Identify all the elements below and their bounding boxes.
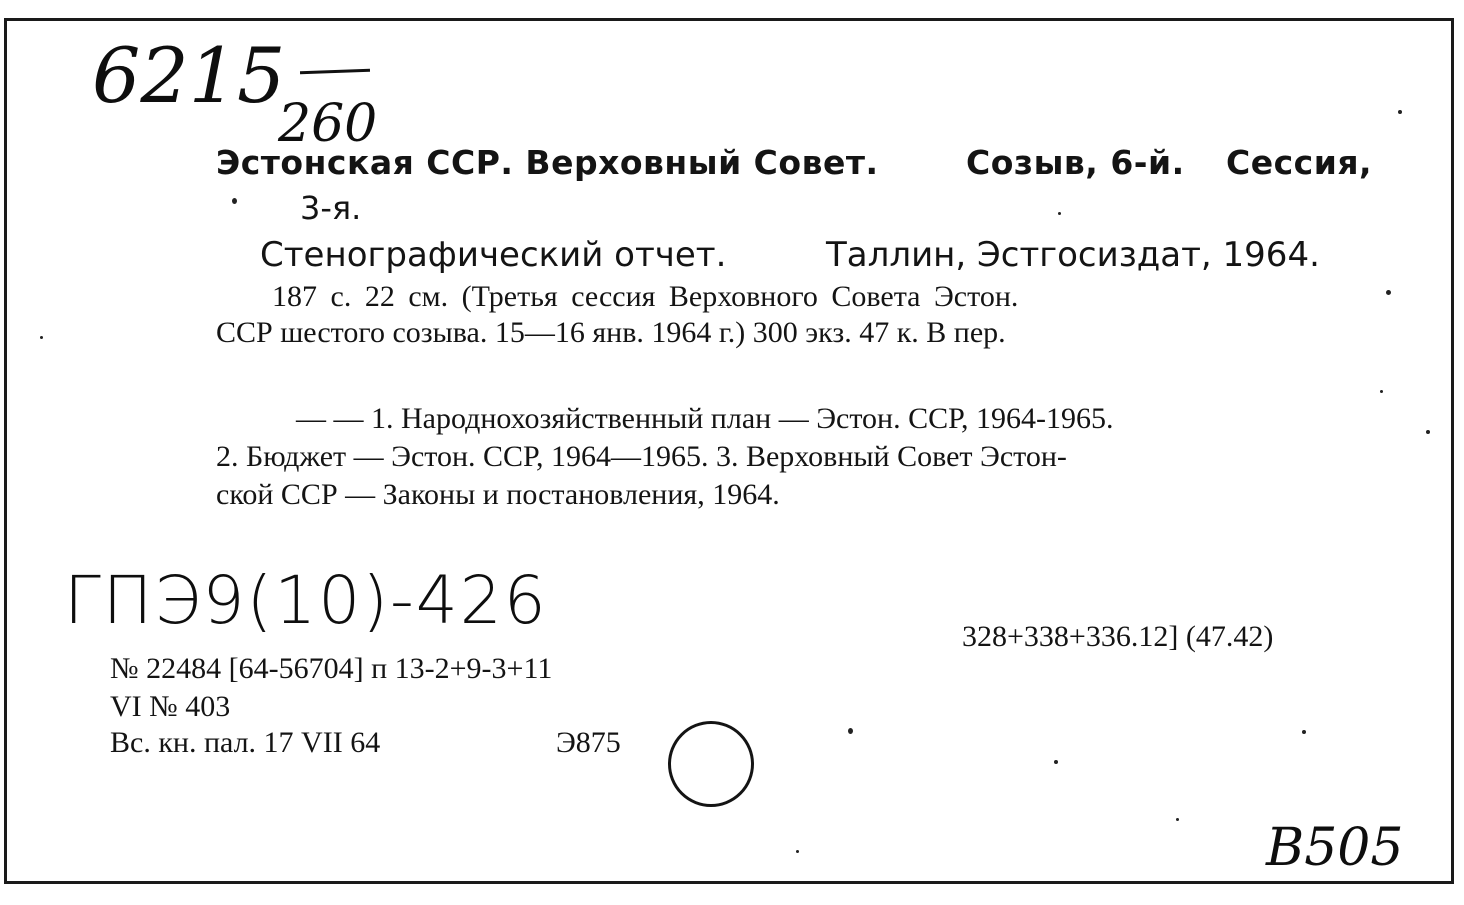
handwritten-fraction-number: 260 bbox=[278, 94, 378, 154]
card-footer-line3-right: Э875 bbox=[556, 726, 621, 759]
card-footer-line1: № 22484 [64-56704] п 13-2+9-3+11 bbox=[110, 652, 553, 685]
card-footer-line2: VI № 403 bbox=[110, 690, 231, 723]
card-subjects-line3: ской ССР — Законы и постановления, 1964. bbox=[216, 478, 780, 511]
scan-speck bbox=[848, 728, 853, 734]
card-publisher: Таллин, Эстгосиздат, 1964. bbox=[826, 235, 1320, 275]
scan-speck bbox=[1302, 730, 1306, 734]
scan-speck bbox=[1054, 760, 1058, 764]
scan-speck bbox=[40, 336, 43, 339]
scan-speck bbox=[1380, 390, 1383, 393]
card-description-line1: 187 с. 22 см. (Третья сессия Верховного Совета Эстон. bbox=[272, 280, 1019, 313]
scan-speck bbox=[796, 850, 799, 853]
scan-speck bbox=[232, 198, 237, 204]
circle-stamp bbox=[668, 721, 754, 807]
card-description-line2: ССР шестого созыва. 15—16 янв. 1964 г.) 300 экз. 47 к. В пер. bbox=[216, 316, 1006, 349]
scan-speck bbox=[1426, 430, 1430, 434]
card-subjects-line2: 2. Бюджет — Эстон. ССР, 1964—1965. 3. Верховный Совет Эстон- bbox=[216, 440, 1067, 473]
scan-speck bbox=[1386, 290, 1391, 295]
card-title: Стенографический отчет. bbox=[260, 235, 727, 275]
card-udc-index: 328+338+336.12] (47.42) bbox=[962, 620, 1274, 653]
card-subjects-line1: — — 1. Народнохозяйственный план — Эстон. ССР, 1964-1965. bbox=[296, 402, 1114, 435]
scan-speck bbox=[1176, 818, 1179, 821]
handwritten-call-number: 6215 bbox=[92, 31, 286, 120]
scan-speck bbox=[1398, 110, 1402, 114]
card-heading-part1: Эстонская ССР. Верховный Совет. bbox=[216, 143, 879, 182]
card-heading-part3: Сессия, bbox=[1226, 143, 1373, 182]
card-footer-line3-left: Вс. кн. пал. 17 VII 64 bbox=[110, 726, 381, 759]
handwritten-bottom-code: В505 bbox=[1266, 818, 1404, 878]
card-heading-line2: 3-я. bbox=[300, 189, 362, 227]
scan-speck bbox=[1058, 212, 1061, 215]
card-heading-part2: Созыв, 6-й. bbox=[966, 143, 1185, 182]
handwritten-classification: ГПЭ9(10)-426 bbox=[64, 562, 548, 639]
